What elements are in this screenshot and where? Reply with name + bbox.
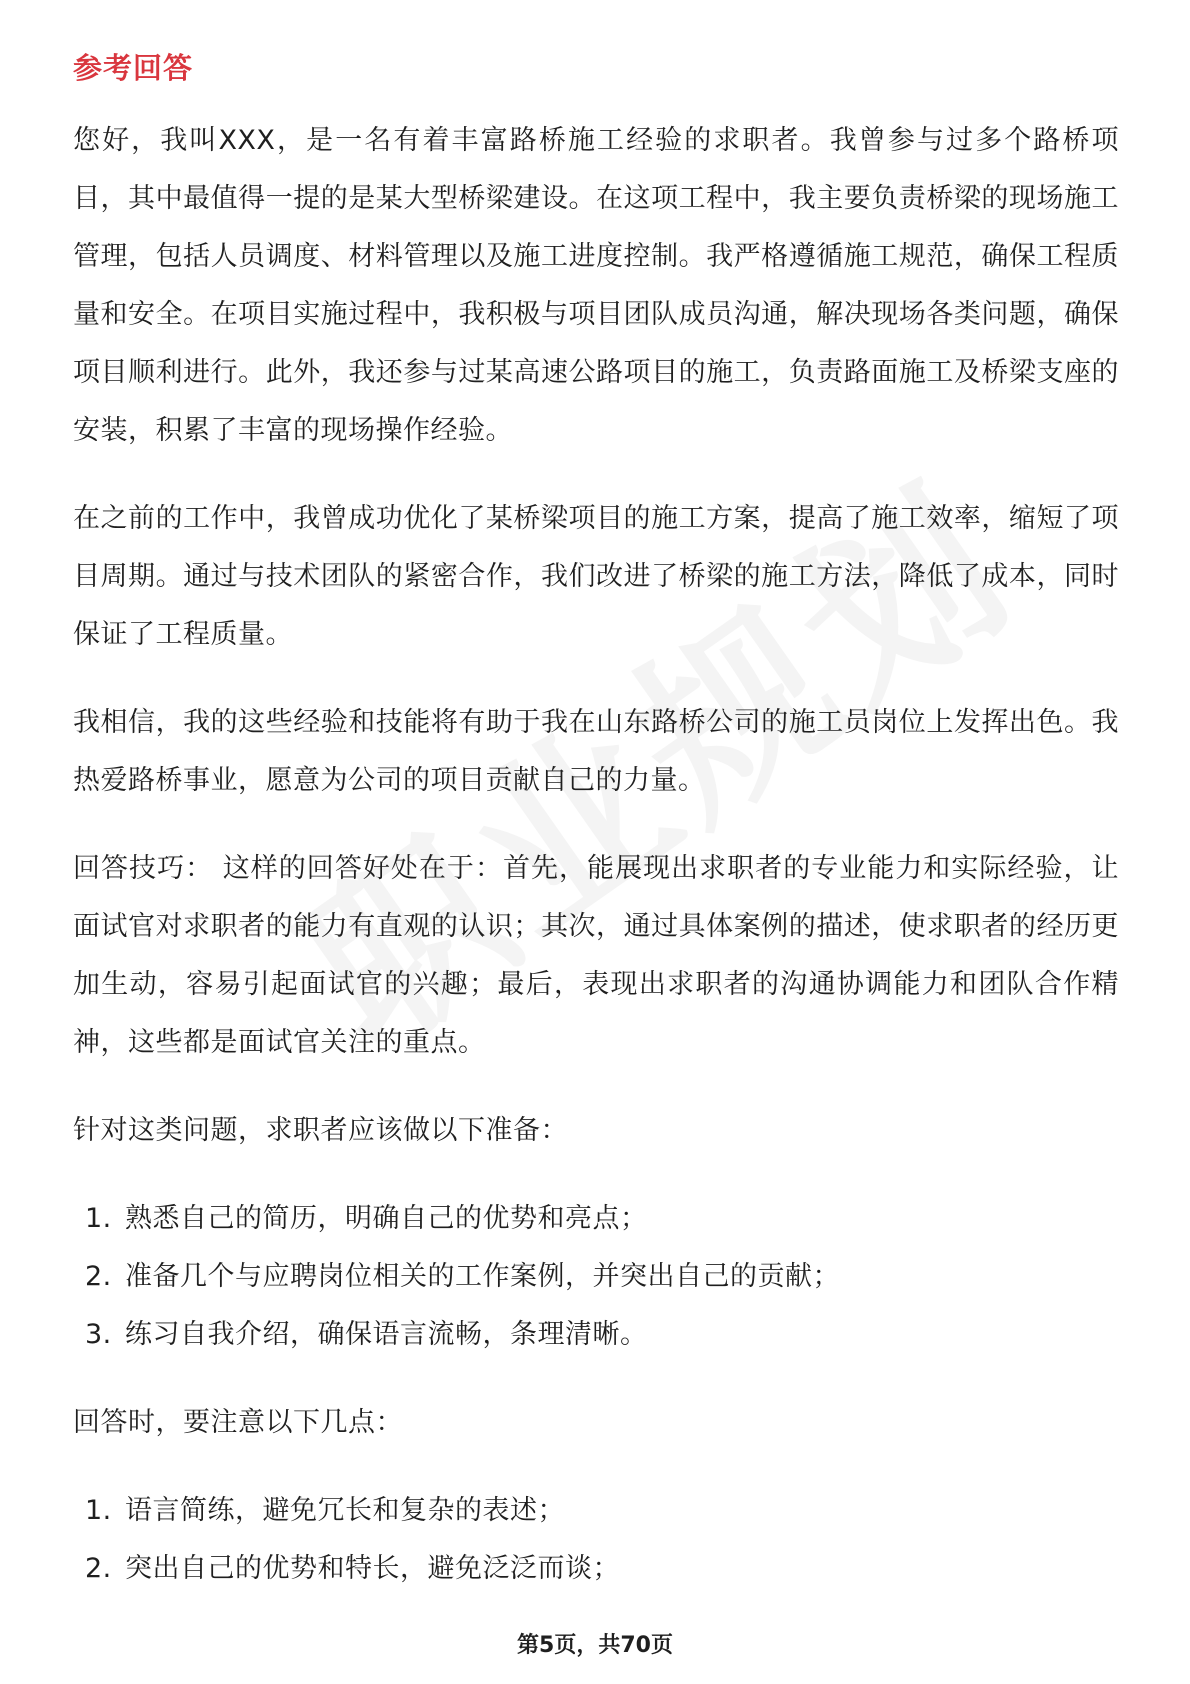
paragraph-notes-intro: 回答时，要注意以下几点： xyxy=(73,1407,403,1438)
list-number: 3. xyxy=(85,1319,112,1350)
paragraph-intro: 您好，我叫XXX，是一名有着丰富路桥施工经验的求职者。我曾参与过多个路桥项目，其中最值得一提的是某大型桥梁建设。在这项工程中，我主要负责桥梁的现场施工管理，包括人员调度、材料管理以及施工进度控制。我严格遵循施工规范，确保工程质量和安全。在项目实施过程中，我积极与项目团队成员沟通，解决现场各类问题，确保项目顺利进行。此外，我还参与过某高速公路项目的施工，负责路面施工及桥梁支座的安装，积累了丰富的现场操作经验。 xyxy=(73,125,1119,446)
paragraph-tips: 回答技巧： 这样的回答好处在于：首先，能展现出求职者的专业能力和实际经验，让面试官对求职者的能力有直观的认识；其次，通过具体案例的描述，使求职者的经历更加生动，容易引起面试官的兴趣；最后，表现出求职者的沟通协调能力和团队合作精神，这些都是面试官关注的重点。 xyxy=(73,853,1119,1058)
notes-list xyxy=(73,1482,1119,1598)
section-heading: 参考回答 xyxy=(73,51,194,85)
document-page xyxy=(73,48,1119,1628)
list-item xyxy=(85,1482,1119,1540)
paragraph-closing: 我相信，我的这些经验和技能将有助于我在山东路桥公司的施工员岗位上发挥出色。我热爱路桥事业，愿意为公司的项目贡献自己的力量。 xyxy=(73,707,1119,796)
preparation-list xyxy=(73,1190,1119,1364)
list-item xyxy=(85,1248,1119,1306)
list-item xyxy=(85,1190,1119,1248)
page-footer: 第5页，共70页 xyxy=(517,1633,673,1658)
list-number: 1. xyxy=(85,1203,112,1234)
list-text: 练习自我介绍，确保语言流畅，条理清晰。 xyxy=(125,1319,648,1350)
paragraph-preparation-intro: 针对这类问题，求职者应该做以下准备： xyxy=(73,1115,568,1146)
list-text: 突出自己的优势和特长，避免泛泛而谈； xyxy=(125,1553,620,1584)
list-number: 2. xyxy=(85,1261,112,1292)
list-item xyxy=(85,1306,1119,1364)
list-text: 熟悉自己的简历，明确自己的优势和亮点； xyxy=(125,1203,648,1234)
list-number: 2. xyxy=(85,1553,112,1584)
list-item xyxy=(85,1540,1119,1598)
list-text: 准备几个与应聘岗位相关的工作案例，并突出自己的贡献； xyxy=(125,1261,840,1292)
list-number: 1. xyxy=(85,1495,112,1526)
paragraph-achievement: 在之前的工作中，我曾成功优化了某桥梁项目的施工方案，提高了施工效率，缩短了项目周期。通过与技术团队的紧密合作，我们改进了桥梁的施工方法，降低了成本，同时保证了工程质量。 xyxy=(73,503,1119,650)
list-text: 语言简练，避免冗长和复杂的表述； xyxy=(125,1495,565,1526)
